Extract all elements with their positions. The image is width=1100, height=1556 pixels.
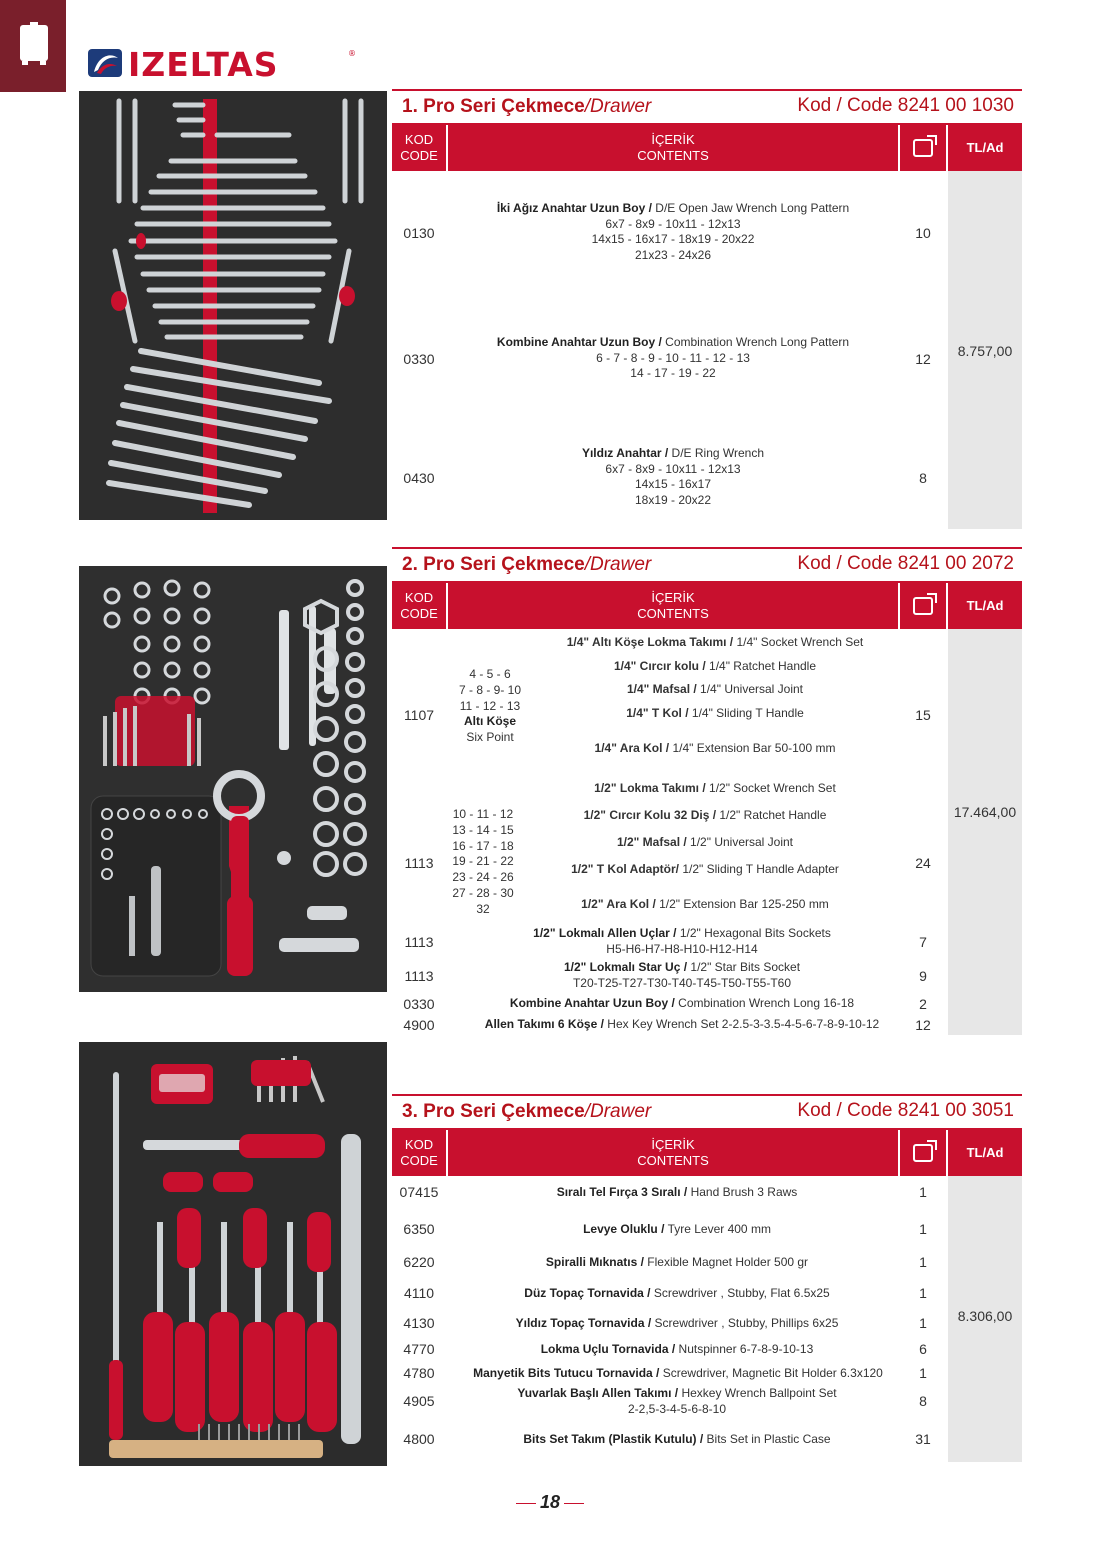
section-price: 8.757,00 xyxy=(957,343,1013,359)
section-code: Kod / Code 8241 00 2072 xyxy=(797,553,1014,574)
row-code: 4800 xyxy=(403,1431,435,1447)
row-qty: 1 xyxy=(919,1184,927,1200)
header-contents: İÇERİK CONTENTS xyxy=(637,590,709,621)
row-qty: 24 xyxy=(915,855,931,871)
item-line: 1/2" Ara Kol / 1/2" Extension Bar 125-250 mm xyxy=(581,897,829,911)
table-header xyxy=(392,1130,1022,1176)
section-body xyxy=(392,1176,1022,1462)
row-description: 1/2" Lokmalı Allen Uçlar / 1/2" Hexagonal Bits Sockets H5-H6-H7-H8-H10-H12-H14 xyxy=(533,926,831,956)
section-code: Kod / Code 8241 00 1030 xyxy=(797,95,1014,116)
row-description: İki Ağız Anahtar Uzun Boy / D/E Open Jaw Wrench Long Pattern 6x7 - 8x9 - 10x11 - 12x13 14x15 - 16x17 - 18x19 - 20x22 21x23 - 24x26 xyxy=(496,201,850,262)
row-code: 6350 xyxy=(403,1221,435,1237)
header-quantity xyxy=(900,1130,946,1176)
row-qty: 9 xyxy=(919,968,927,984)
drawer-3-section xyxy=(392,1094,1022,1464)
section-header xyxy=(392,89,1022,125)
drawer-2-photo xyxy=(79,566,387,992)
row-code: 4110 xyxy=(403,1285,435,1301)
row-code: 0130 xyxy=(403,225,435,241)
row-description: Allen Takımı 6 Köşe / Hex Key Wrench Set 2-2.5-3-3.5-4-5-6-7-8-9-10-12 xyxy=(484,1017,880,1031)
row-code: 0430 xyxy=(403,470,435,486)
section-body xyxy=(392,171,1022,529)
row-qty: 15 xyxy=(915,707,931,723)
table-header xyxy=(392,125,1022,171)
row-qty: 1 xyxy=(919,1365,927,1381)
row-qty: 12 xyxy=(915,1017,931,1033)
row-qty: 7 xyxy=(919,934,927,950)
row-qty: 12 xyxy=(915,351,931,367)
svg-text:®: ® xyxy=(348,49,356,58)
row-description: Yuvarlak Başlı Allen Takımı / Hexkey Wrench Ballpoint Set 2-2,5-3-4-5-6-8-10 xyxy=(517,1386,837,1416)
socket-sizes: 4 - 5 - 6 7 - 8 - 9- 10 11 - 12 - 13 Altı Köşe Six Point xyxy=(458,667,522,745)
row-code: 1113 xyxy=(404,968,434,984)
row-description: Kombine Anahtar Uzun Boy / Combination Wrench Long 16-18 xyxy=(509,996,855,1010)
row-qty: 10 xyxy=(915,225,931,241)
header-kod: KOD CODE xyxy=(400,1137,438,1168)
row-description: Manyetik Bits Tutucu Tornavida / Screwdriver, Magnetic Bit Holder 6.3x120 xyxy=(473,1366,883,1380)
row-code: 1113 xyxy=(404,934,434,950)
row-qty: 8 xyxy=(919,470,927,486)
brand-logo xyxy=(88,46,358,80)
drawer-1-section xyxy=(392,89,1022,531)
item-line: 1/4" Cırcır kolu / 1/4" Ratchet Handle xyxy=(613,659,817,673)
row-code: 0330 xyxy=(403,996,435,1012)
header-quantity xyxy=(900,125,946,171)
row-qty: 2 xyxy=(919,996,927,1012)
row-code: 6220 xyxy=(403,1254,435,1270)
page-number: 18 xyxy=(0,1492,1100,1513)
row-description: Yıldız Topaç Tornavida / Screwdriver , Stubby, Phillips 6x25 xyxy=(515,1316,839,1330)
row-description: Sıralı Tel Fırça 3 Sıralı / Hand Brush 3 Raws xyxy=(556,1185,798,1199)
item-line: 1/2" Cırcır Kolu 32 Diş / 1/2" Ratchet Handle xyxy=(583,808,827,822)
row-description: Yıldız Anahtar / D/E Ring Wrench 6x7 - 8x9 - 10x11 - 12x13 14x15 - 16x17 18x19 - 20x22 xyxy=(581,446,765,507)
row-code: 1107 xyxy=(403,707,435,723)
item-line: 1/4" T Kol / 1/4" Sliding T Handle xyxy=(626,706,804,720)
section-price: 17.464,00 xyxy=(953,804,1017,820)
row-qty: 1 xyxy=(919,1221,927,1237)
box-quantity-icon xyxy=(913,1144,933,1162)
item-line: 1/2" Mafsal / 1/2" Universal Joint xyxy=(616,835,794,849)
item-line: 1/2" Lokma Takımı / 1/2" Socket Wrench Set xyxy=(594,781,836,795)
row-qty: 31 xyxy=(915,1431,931,1447)
row-qty: 1 xyxy=(919,1285,927,1301)
box-quantity-icon xyxy=(913,139,933,157)
header-unit-price: TL/Ad xyxy=(966,1145,1004,1160)
item-line: 1/4" Ara Kol / 1/4" Extension Bar 50-100 mm xyxy=(594,741,836,755)
section-header xyxy=(392,547,1022,583)
row-qty: 1 xyxy=(919,1315,927,1331)
row-code: 4130 xyxy=(403,1315,435,1331)
row-code: 07415 xyxy=(399,1184,439,1200)
toolbox-icon xyxy=(19,22,49,66)
row-code: 4905 xyxy=(403,1393,435,1409)
row-code: 4900 xyxy=(403,1017,435,1033)
svg-text:IZELTAS: IZELTAS xyxy=(128,46,279,80)
row-description: Spiralli Mıknatıs / Flexible Magnet Holder 500 gr xyxy=(545,1255,809,1269)
box-quantity-icon xyxy=(913,597,933,615)
drawer-2-section xyxy=(392,547,1022,1039)
row-description: Düz Topaç Tornavida / Screwdriver , Stubby, Flat 6.5x25 xyxy=(524,1286,830,1300)
corner-tab xyxy=(0,0,66,92)
header-contents: İÇERİK CONTENTS xyxy=(637,132,709,163)
section-code: Kod / Code 8241 00 3051 xyxy=(797,1100,1014,1121)
header-contents: İÇERİK CONTENTS xyxy=(637,1137,709,1168)
header-unit-price: TL/Ad xyxy=(966,598,1004,613)
row-code: 0330 xyxy=(403,351,435,367)
item-line: 1/4" Mafsal / 1/4" Universal Joint xyxy=(626,682,804,696)
row-code: 4770 xyxy=(403,1341,435,1357)
row-qty: 8 xyxy=(919,1393,927,1409)
drawer-1-photo xyxy=(79,91,387,520)
row-qty: 1 xyxy=(919,1254,927,1270)
item-line: 1/4" Altı Köşe Lokma Takımı / 1/4" Socket Wrench Set xyxy=(566,635,864,649)
item-line: 1/2" T Kol Adaptör/ 1/2" Sliding T Handle Adapter xyxy=(571,862,839,876)
row-description: 1/2" Lokmalı Star Uç / 1/2" Star Bits Socket T20-T25-T27-T30-T40-T45-T50-T55-T60 xyxy=(563,960,801,990)
section-title: 3. Pro Seri Çekmece/Drawer xyxy=(402,1101,652,1122)
header-kod: KOD CODE xyxy=(400,590,438,621)
section-header xyxy=(392,1094,1022,1130)
price-column xyxy=(948,629,1022,1035)
table-header xyxy=(392,583,1022,629)
header-quantity xyxy=(900,583,946,629)
row-description: Levye Oluklu / Tyre Lever 400 mm xyxy=(583,1222,771,1236)
header-kod: KOD CODE xyxy=(400,132,438,163)
drawer-3-photo xyxy=(79,1042,387,1466)
section-body xyxy=(392,629,1022,1037)
section-title: 2. Pro Seri Çekmece/Drawer xyxy=(402,554,652,575)
socket-sizes: 10 - 11 - 12 13 - 14 - 15 16 - 17 - 18 19 - 21 - 22 23 - 24 - 26 27 - 28 - 30 32 xyxy=(452,807,514,916)
row-code: 4780 xyxy=(403,1365,435,1381)
row-code: 1113 xyxy=(404,855,434,871)
section-price: 8.306,00 xyxy=(957,1308,1013,1324)
section-title: 1. Pro Seri Çekmece/Drawer xyxy=(402,96,652,117)
row-description: Lokma Uçlu Tornavida / Nutspinner 6-7-8-9-10-13 xyxy=(540,1342,814,1356)
header-unit-price: TL/Ad xyxy=(966,140,1004,155)
row-description: Bits Set Takım (Plastik Kutulu) / Bits Set in Plastic Case xyxy=(523,1432,831,1446)
row-qty: 6 xyxy=(919,1341,927,1357)
row-description: Kombine Anahtar Uzun Boy / Combination Wrench Long Pattern 6 - 7 - 8 - 9 - 10 - 11 - 12 - 13 14 - 17 - 19 - 22 xyxy=(496,335,850,380)
